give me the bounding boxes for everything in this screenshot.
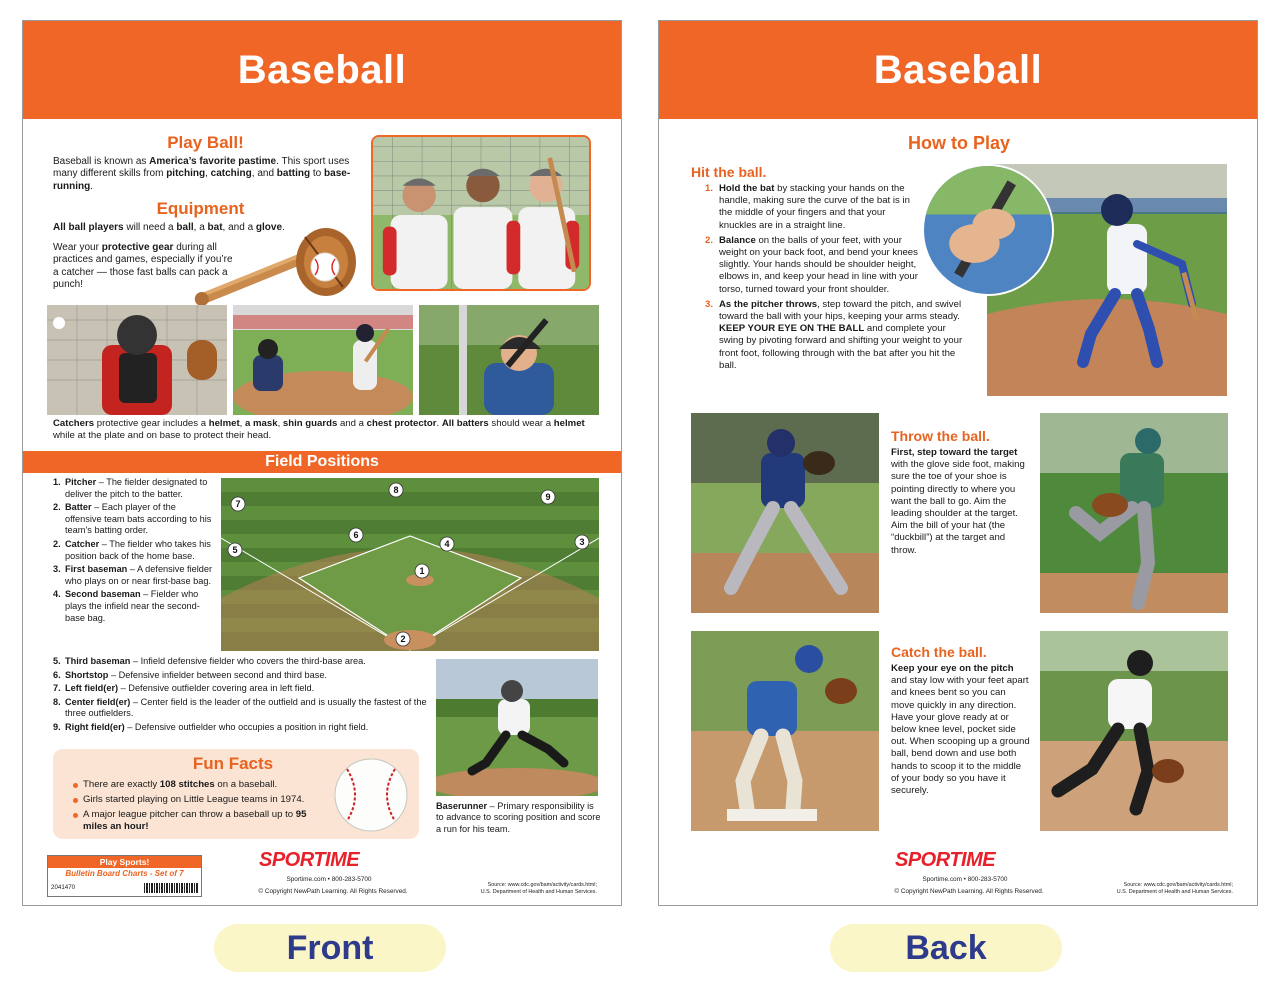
positions-list-top <box>53 477 213 626</box>
position-marker-8 <box>389 483 403 497</box>
back-title: Baseball <box>873 47 1043 92</box>
list-item: 2. Catcher – The fielder who takes his position back of the home base. <box>53 538 211 561</box>
fun-facts-list <box>71 779 321 836</box>
front-title: Baseball <box>237 47 407 92</box>
list-item: 4. Second baseman – Fielder who plays the infield near the second-base bag. <box>53 589 200 623</box>
svg-text:1: 1 <box>419 566 425 577</box>
front-header <box>23 21 621 119</box>
position-marker-5 <box>228 543 242 557</box>
position-marker-6 <box>349 528 363 542</box>
svg-text:6: 6 <box>353 530 359 541</box>
list-item: 7. Left field(er) – Defensive outfielder covering area in left field. <box>53 683 315 694</box>
position-marker-3 <box>575 535 589 549</box>
fun-facts-heading: Fun Facts <box>192 754 274 773</box>
copyright: © Copyright NewPath Learning. All Rights Reserved. <box>258 888 408 895</box>
throwing-photo-1 <box>691 413 879 613</box>
baserunner-caption: Baserunner – Primary responsibility is to advance to scoring position and score a run for his team. <box>436 801 601 834</box>
copyright: © Copyright NewPath Learning. All Rights Reserved. <box>894 888 1044 895</box>
position-marker-2 <box>396 632 410 646</box>
front-chart <box>22 20 622 906</box>
catching-photo-1 <box>691 631 879 831</box>
field-positions-heading: Field Positions <box>23 451 621 473</box>
playball-text: Baseball is known as America’s favorite pastime. This sport uses many different skills from pitching, catching, and batting to base-running. <box>53 156 351 192</box>
list-item: 6. Shortstop – Defensive infielder between second and third base. <box>53 669 327 680</box>
batter-helmet-photo <box>419 305 599 415</box>
back-chart <box>658 20 1258 906</box>
field-diagram <box>221 478 599 651</box>
how-to-play-heading: How to Play <box>907 133 1010 153</box>
position-marker-9 <box>541 490 555 504</box>
list-item: 1. Hold the bat by stacking your hands on the handle, making sure the curve of the bat is in the middle of your fingers and that your knuckles are in a straight line. <box>705 183 910 231</box>
catch-heading: Catch the ball. <box>891 644 987 660</box>
team-photo <box>371 135 591 291</box>
list-item: 3. First baseman – A defensive fielder who plays on or near first-base bag. <box>53 564 213 586</box>
svg-text:4: 4 <box>444 539 450 550</box>
list-item: A major league pitcher can throw a baseball up to 95 miles an hour! <box>71 809 321 833</box>
catcher-photo <box>47 305 227 415</box>
list-item: There are exactly 108 stitches on a baseball. <box>71 779 321 791</box>
list-item: Girls started playing on Little League teams in 1974. <box>71 794 321 806</box>
contact-line: Sportime.com • 800-283-5700 <box>286 876 372 883</box>
svg-text:5: 5 <box>232 545 238 556</box>
baseball-icon <box>333 757 409 833</box>
positions-list-bottom <box>53 656 433 736</box>
svg-text:2: 2 <box>400 634 406 645</box>
equipment-text-1: All ball players will need a ball, a bat, and a glove. <box>53 222 285 233</box>
sportime-logo: SPORTIME <box>895 849 996 871</box>
product-code: 2041470 <box>51 884 76 891</box>
list-item: 1. Pitcher – The fielder designated to deliver the pitch to the batter. <box>53 477 208 499</box>
equipment-caption: Catchers protective gear includes a helmet, a mask, shin guards and a chest protector. All batters should wear a helmet while at the plate and on base to protect their head. <box>53 418 585 441</box>
hit-heading: Hit the ball. <box>691 164 767 180</box>
source-note: Source: www.cdc.gov/bam/activity/cards.html; U.S. Department of Health and Human Services. <box>1116 882 1233 895</box>
baserunner-photo <box>436 659 598 796</box>
source-note: Source: www.cdc.gov/bam/activity/cards.html; U.S. Department of Health and Human Services. <box>480 882 597 895</box>
throw-heading: Throw the ball. <box>891 428 990 444</box>
list-item: 2. Batter – Each player of the offensive team bats according to his team’s batting order. <box>53 502 212 536</box>
back-label: Back <box>830 924 1062 972</box>
position-marker-4 <box>440 537 454 551</box>
back-header <box>659 21 1257 119</box>
bat-and-glove-icon <box>193 217 368 307</box>
list-item: 8. Center field(er) – Center field is the leader of the outfield and is usually the fastest of the three outfielders. <box>53 696 427 719</box>
fun-facts-box <box>53 749 419 839</box>
svg-text:7: 7 <box>235 499 241 510</box>
batter-catcher-photo <box>233 305 413 415</box>
position-marker-1 <box>415 564 429 578</box>
catching-photo-2 <box>1040 631 1228 831</box>
throw-text: First, step toward the target with the glove side foot, making sure the toe of your shoe is pointing directly to where you want the ball to go. Aim the leading shoulder at the target. Aim the bill of your hat (the “duckbill”) at the target and throw. <box>891 447 1025 556</box>
hit-steps <box>705 183 963 375</box>
svg-text:3: 3 <box>579 537 585 548</box>
svg-text:9: 9 <box>545 492 551 503</box>
barcode-icon <box>144 883 198 893</box>
list-item: 5. Third baseman – Infield defensive fielder who covers the third-base area. <box>53 656 366 666</box>
position-marker-7 <box>231 497 245 511</box>
bat-grip-photo <box>922 164 1054 296</box>
throwing-photo-2 <box>1040 413 1228 613</box>
front-label: Front <box>214 924 446 972</box>
list-item: 9. Right field(er) – Defensive outfielder who occupies a position in right field. <box>53 721 369 732</box>
tag-subtitle: Bulletin Board Charts - Set of 7 <box>65 869 184 878</box>
equipment-heading: Equipment <box>156 199 245 218</box>
product-tag <box>47 855 202 897</box>
list-item: 3. As the pitcher throws, step toward the pitch, and swivel toward the ball with your hips, keeping your arms steady. KEEP YOUR EYE ON THE BALL and complete your swing by pivoting forward and shifting your weight to your front foot, following through with the bat after you hit the ball. <box>705 298 963 371</box>
svg-text:8: 8 <box>393 485 399 496</box>
sportime-logo: SPORTIME <box>259 849 360 871</box>
contact-line: Sportime.com • 800-283-5700 <box>922 876 1008 883</box>
catch-text: Keep your eye on the pitch and stay low with your feet apart and knees bent so you can move quickly in any direction. Have your glove ready at or below knee level, pocket side out. When scooping up a ground ball, bend down and use both hands to scoop it to the middle of your body so you have it securely. <box>891 663 1030 797</box>
list-item: 2. Balance on the balls of your feet, with your weight on your back foot, and bend your knees slightly. Your hands should be shoulder height, elbows in, and keep your head in line with your torso, turned toward your front shoulder. <box>705 234 918 295</box>
equipment-text-2: Wear your protective gear during all practices and games, especially if you’re a catcher — those fast balls can pack a punch! <box>53 242 233 291</box>
tag-title: Play Sports! <box>48 856 201 868</box>
playball-heading: Play Ball! <box>167 133 244 152</box>
